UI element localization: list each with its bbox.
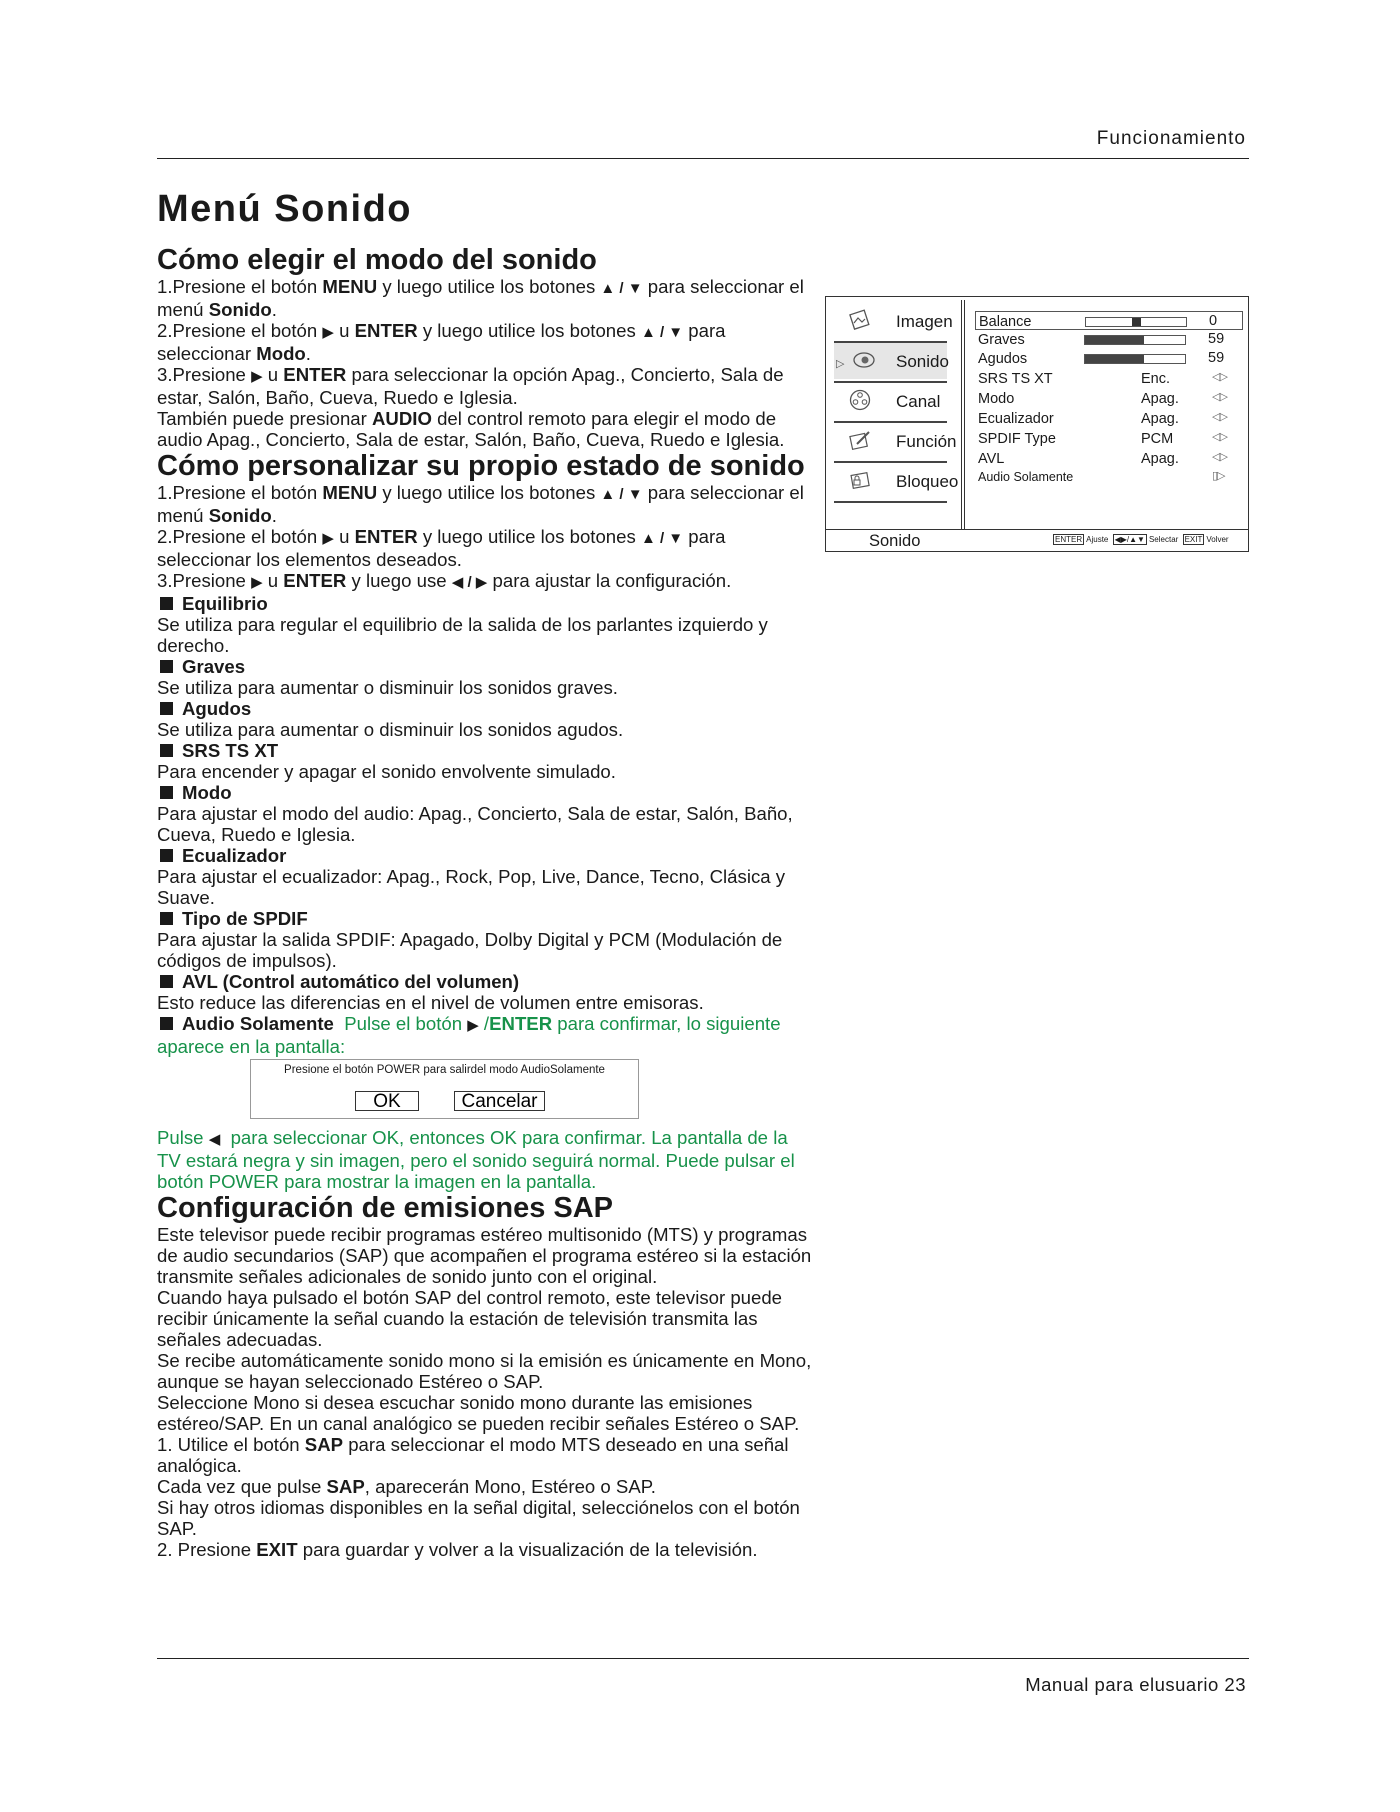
osd-row-srs[interactable]: SRS TS XT Enc. ◁▷: [978, 371, 1227, 387]
bullet-square-icon: [160, 597, 173, 610]
item-label: Ecualizador: [157, 845, 812, 866]
page-footer: Manual para elusuario 23: [1025, 1674, 1246, 1695]
osd-row-graves[interactable]: Graves 59: [978, 331, 1225, 348]
bullet-square-icon: [160, 849, 173, 862]
item-label: Graves: [157, 656, 812, 677]
osd-sound-menu: [825, 296, 1249, 552]
sap-paragraph: Cada vez que pulse SAP, aparecerán Mono, Estéreo o SAP.: [157, 1476, 656, 1497]
sap-step-1: 1. Utilice el botón SAP para seleccionar el modo MTS deseado en una señal analógica.: [157, 1434, 789, 1476]
bullet-square-icon: [160, 1017, 173, 1030]
osd-menu-sidebar: [826, 297, 959, 529]
cancel-button[interactable]: Cancelar: [454, 1091, 545, 1111]
item-desc: Para ajustar la salida SPDIF: Apagado, Dolby Digital y PCM (Modulación de códigos de impulsos).: [157, 929, 783, 971]
osd-row-audio-solamente[interactable]: Audio Solamente ▯▷: [978, 470, 1225, 484]
osd-help-bar: ENTER Ajuste ◀▶/▲▼ Selectar EXIT Volver: [1055, 535, 1229, 544]
osd-menu-item-sonido[interactable]: ▷ Sonido: [834, 343, 947, 379]
osd-menu-item-canal[interactable]: Canal: [834, 383, 947, 419]
osd-row-avl[interactable]: AVL Apag. ◁▷: [978, 451, 1227, 467]
left-right-arrows-icon: ◁▷: [1212, 431, 1227, 443]
step-3: 3.Presione ▶ u ENTER para seleccionar la opción Apag., Concierto, Sala de estar, Salón, Baño, Cueva, Ruedo e Iglesia.: [157, 364, 784, 408]
section-heading-sound-mode: Cómo elegir el modo del sonido: [157, 244, 597, 276]
item-label: Tipo de SPDIF: [157, 908, 812, 929]
bullet-square-icon: [160, 660, 173, 673]
osd-menu-item-funcion[interactable]: Función: [834, 423, 947, 459]
osd-status-bar: [826, 529, 1248, 552]
graves-slider[interactable]: [1084, 335, 1186, 345]
sap-paragraph: Si hay otros idiomas disponibles en la señal digital, selecciónelos con el botón SAP.: [157, 1497, 800, 1539]
item-desc: Se utiliza para regular el equilibrio de la salida de los parlantes izquierdo y derecho.: [157, 614, 768, 656]
sap-step-2: 2. Presione EXIT para guardar y volver a la visualización de la televisión.: [157, 1539, 758, 1560]
step-1: 1.Presione el botón MENU y luego utilice los botones ▲ / ▼ para seleccionar el menú Sonido.: [157, 482, 804, 526]
balance-slider-thumb[interactable]: [1132, 318, 1141, 326]
item-desc: Se utiliza para aumentar o disminuir los sonidos graves.: [157, 677, 618, 698]
sap-paragraph: Se recibe automáticamente sonido mono si la emisión es únicamente en Mono, aunque se hayan seleccionado Estéreo o SAP.: [157, 1350, 812, 1392]
osd-section-label: Sonido: [869, 532, 921, 550]
speaker-icon: [852, 349, 876, 371]
lock-icon: [848, 469, 872, 491]
sap-paragraph: Cuando haya pulsado el botón SAP del control remoto, este televisor puede recibir únicamente la señal cuando la estación de televisión transmita las señales adecuadas.: [157, 1287, 783, 1350]
audio-only-item: Audio Solamente Pulse el botón ▶ /ENTER para confirmar, lo siguiente aparece en la pantalla:: [157, 1013, 781, 1057]
running-header: Funcionamiento: [1096, 128, 1246, 149]
item-desc: Para ajustar el modo del audio: Apag., Concierto, Sala de estar, Salón, Baño, Cueva, Ruedo e Iglesia.: [157, 803, 793, 845]
item-label: Modo: [157, 782, 812, 803]
footer-rule: [157, 1658, 1249, 1659]
step-1: 1.Presione el botón MENU y luego utilice los botones ▲ / ▼ para seleccionar el menú Sonido.: [157, 276, 804, 320]
agudos-slider-fill: [1085, 355, 1144, 363]
agudos-slider[interactable]: [1084, 354, 1186, 364]
pencil-paper-icon: [848, 429, 872, 451]
bullet-square-icon: [160, 744, 173, 757]
item-desc: Esto reduce las diferencias en el nivel de volumen entre emisoras.: [157, 992, 704, 1013]
audio-only-note: Pulse ◀ para seleccionar OK, entonces OK para confirmar. La pantalla de la TV estará negra y sin imagen, pero el sonido seguirá normal. Puede pulsar el botón POWER para mostrar la imagen en la pantalla.: [157, 1127, 800, 1192]
left-right-arrows-icon: ◁▷: [1212, 371, 1227, 383]
ok-button[interactable]: OK: [355, 1091, 419, 1111]
sap-paragraph: Seleccione Mono si desea escuchar sonido mono durante las emisiones estéreo/SAP. En un canal analógico se pueden recibir señales Estéreo o SAP.: [157, 1392, 800, 1434]
item-label: Agudos: [157, 698, 812, 719]
bullet-square-icon: [160, 702, 173, 715]
picture-icon: [848, 309, 872, 331]
item-label: AVL (Control automático del volumen): [157, 971, 812, 992]
audio-only-dialog: [250, 1059, 639, 1119]
item-label: SRS TS XT: [157, 740, 812, 761]
graves-slider-fill: [1085, 336, 1144, 344]
left-right-arrows-icon: ◁▷: [1212, 411, 1227, 423]
osd-menu-item-bloqueo[interactable]: Bloqueo: [834, 463, 947, 499]
step-2: 2.Presione el botón ▶ u ENTER y luego utilice los botones ▲ / ▼ para seleccionar Modo.: [157, 320, 726, 364]
osd-row-ecualizador[interactable]: Ecualizador Apag. ◁▷: [978, 411, 1227, 427]
item-desc: Para ajustar el ecualizador: Apag., Rock, Pop, Live, Dance, Tecno, Clásica y Suave.: [157, 866, 786, 908]
section-heading-customize: Cómo personalizar su propio estado de sonido: [157, 450, 805, 482]
osd-row-balance[interactable]: Balance 0: [975, 311, 1243, 330]
left-right-arrows-icon: ◁▷: [1212, 391, 1227, 403]
section-heading-sap: Configuración de emisiones SAP: [157, 1192, 614, 1224]
reel-icon: [848, 389, 872, 411]
osd-divider: [961, 300, 965, 529]
bullet-square-icon: [160, 975, 173, 988]
sap-paragraph: Este televisor puede recibir programas estéreo multisonido (MTS) y programas de audio secundarios (SAP) que acompañen el programa estéreo si la estación transmite señales adicionales de sonido junto con el original.: [157, 1224, 812, 1287]
audio-note: También puede presionar AUDIO del control remoto para elegir el modo de audio Apag., Concierto, Sala de estar, Salón, Baño, Cueva, Ruedo e Iglesia.: [157, 408, 785, 450]
item-desc: Para encender y apagar el sonido envolvente simulado.: [157, 761, 616, 782]
osd-row-agudos[interactable]: Agudos 59: [978, 350, 1225, 367]
selection-arrow-icon: ▷: [836, 358, 845, 370]
step-3: 3.Presione ▶ u ENTER y luego use ◀ / ▶ para ajustar la configuración.: [157, 570, 732, 591]
enter-arrow-icon: ▯▷: [1212, 470, 1225, 482]
bullet-square-icon: [160, 786, 173, 799]
item-desc: Se utiliza para aumentar o disminuir los sonidos agudos.: [157, 719, 624, 740]
main-content: [157, 244, 812, 1560]
step-2: 2.Presione el botón ▶ u ENTER y luego utilice los botones ▲ / ▼ para seleccionar los elementos deseados.: [157, 526, 726, 570]
dialog-message: Presione el botón POWER para salirdel modo AudioSolamente: [284, 1064, 605, 1076]
page-title: Menú Sonido: [157, 188, 413, 230]
osd-row-modo[interactable]: Modo Apag. ◁▷: [978, 391, 1227, 407]
balance-slider[interactable]: [1085, 317, 1187, 327]
header-rule: [157, 158, 1249, 159]
osd-row-spdif[interactable]: SPDIF Type PCM ◁▷: [978, 431, 1227, 447]
left-right-arrows-icon: ◁▷: [1212, 451, 1227, 463]
bullet-square-icon: [160, 912, 173, 925]
item-label: Equilibrio: [157, 593, 812, 614]
osd-menu-item-imagen[interactable]: Imagen: [834, 303, 947, 339]
